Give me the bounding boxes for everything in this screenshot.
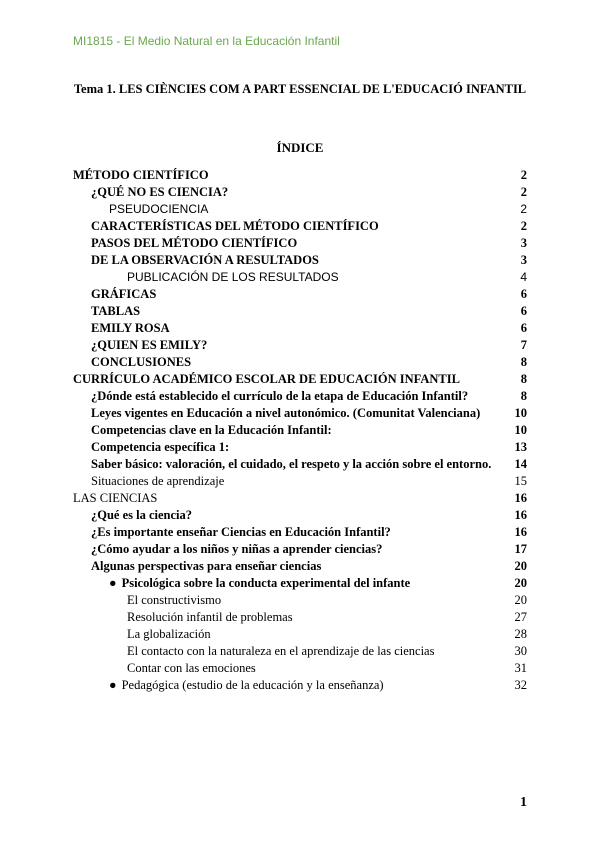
toc-entry-page: 2: [520, 219, 527, 233]
toc-entry[interactable]: [73, 626, 527, 643]
toc-entry[interactable]: [73, 575, 527, 592]
toc-entry-text: Pedagógica (estudio de la educación y la enseñanza): [121, 678, 384, 692]
index-heading: ÍNDICE: [276, 140, 324, 155]
toc-entry[interactable]: [73, 439, 527, 456]
toc-entry[interactable]: [73, 371, 527, 388]
toc-entry-page: 7: [520, 338, 527, 352]
toc-entry-page: 15: [514, 474, 527, 488]
bullet-icon: ●: [109, 678, 117, 692]
toc-entry[interactable]: [73, 490, 527, 507]
toc-entry-page: 8: [520, 355, 527, 369]
toc-entry[interactable]: [73, 677, 527, 694]
toc-entry-label: ¿Dónde está establecido el currículo de la etapa de Educación Infantil?: [91, 389, 469, 403]
toc-entry-label: Competencias clave en la Educación Infantil:: [91, 423, 332, 437]
toc-entry-page: 16: [514, 525, 527, 539]
course-header: MI1815 - El Medio Natural en la Educación Infantil: [73, 34, 340, 48]
toc-entry[interactable]: [73, 405, 527, 422]
toc-entry-page: 16: [514, 491, 527, 505]
toc-entry[interactable]: [73, 592, 527, 609]
page-number: 1: [520, 795, 527, 810]
toc-entry-label: La globalización: [127, 627, 211, 641]
toc-entry-page: 20: [514, 559, 527, 573]
toc-entry[interactable]: [73, 388, 527, 405]
toc-entry-page: 10: [514, 406, 527, 420]
toc-entry-label: PSEUDOCIENCIA: [109, 202, 209, 216]
document-title: Tema 1. LES CIÈNCIES COM A PART ESSENCIAL DE L'EDUCACIÓ INFANTIL: [73, 82, 527, 96]
toc-entry-label: El constructivismo: [127, 593, 222, 607]
toc-entry-label: ¿QUIEN ES EMILY?: [91, 338, 208, 352]
toc-entry-label: PUBLICACIÓN DE LOS RESULTADOS: [127, 270, 339, 284]
toc-entry-page: 6: [520, 287, 527, 301]
toc-entry-label: Situaciones de aprendizaje: [91, 474, 225, 488]
toc-entry-text: Psicológica sobre la conducta experimental del infante: [121, 576, 411, 590]
toc-entry[interactable]: [73, 456, 527, 473]
toc-entry-label: DE LA OBSERVACIÓN A RESULTADOS: [91, 253, 319, 267]
toc-entry-page: 2: [520, 168, 527, 182]
toc-entry-page: 8: [520, 389, 527, 403]
toc-entry[interactable]: [73, 337, 527, 354]
toc-entry[interactable]: [73, 184, 527, 201]
table-of-contents: [73, 167, 527, 694]
toc-entry-page: 13: [514, 440, 527, 454]
toc-entry-label: MÉTODO CIENTÍFICO: [73, 168, 209, 182]
toc-entry-label: EMILY ROSA: [91, 321, 170, 335]
toc-entry[interactable]: [73, 643, 527, 660]
toc-entry[interactable]: [73, 354, 527, 371]
toc-entry-label: Resolución infantil de problemas: [127, 610, 293, 624]
toc-entry[interactable]: [73, 235, 527, 252]
toc-entry-page: 32: [514, 678, 527, 692]
toc-entry-page: 17: [514, 542, 527, 556]
toc-entry-label: ¿QUÉ NO ES CIENCIA?: [91, 185, 229, 199]
toc-entry[interactable]: [73, 473, 527, 490]
toc-entry-page: 2: [520, 185, 527, 199]
toc-entry-page: 8: [520, 372, 527, 386]
toc-entry-label: CONCLUSIONES: [91, 355, 192, 369]
toc-entry-page: 14: [514, 457, 527, 471]
toc-entry[interactable]: [73, 167, 527, 184]
toc-entry-label: Competencia específica 1:: [91, 440, 230, 454]
toc-entry[interactable]: [73, 269, 527, 286]
toc-entry-label: [109, 575, 511, 592]
bullet-icon: ●: [109, 576, 117, 590]
toc-entry-label: PASOS DEL MÉTODO CIENTÍFICO: [91, 236, 298, 250]
toc-entry[interactable]: [73, 507, 527, 524]
toc-entry-label: El contacto con la naturaleza en el aprendizaje de las ciencias: [127, 644, 435, 658]
toc-entry[interactable]: [73, 286, 527, 303]
toc-entry[interactable]: [73, 609, 527, 626]
toc-entry-label: Saber básico: valoración, el cuidado, el respeto y la acción sobre el entorno.: [91, 457, 492, 471]
toc-entry-page: 20: [514, 593, 527, 607]
toc-entry-page: 6: [520, 321, 527, 335]
toc-entry-label: GRÁFICAS: [91, 287, 157, 301]
toc-entry[interactable]: [73, 201, 527, 218]
toc-entry-label: LAS CIENCIAS: [73, 491, 158, 505]
toc-entry[interactable]: [73, 422, 527, 439]
toc-entry-label: [109, 677, 511, 694]
toc-entry[interactable]: [73, 320, 527, 337]
toc-entry-page: 28: [514, 627, 527, 641]
toc-entry[interactable]: [73, 218, 527, 235]
toc-entry-label: TABLAS: [91, 304, 141, 318]
toc-entry-label: Contar con las emociones: [127, 661, 256, 675]
toc-entry-label: ¿Qué es la ciencia?: [91, 508, 193, 522]
toc-entry-label: Algunas perspectivas para enseñar ciencias: [91, 559, 322, 573]
toc-entry-page: 10: [514, 423, 527, 437]
toc-entry-label: ¿Es importante enseñar Ciencias en Educación Infantil?: [91, 525, 391, 539]
toc-entry-page: 3: [520, 253, 527, 267]
toc-entry[interactable]: [73, 541, 527, 558]
toc-entry-label: CURRÍCULO ACADÉMICO ESCOLAR DE EDUCACIÓN INFANTIL: [73, 372, 460, 386]
toc-entry-page: 20: [514, 576, 527, 590]
toc-entry[interactable]: [73, 558, 527, 575]
toc-entry-page: 31: [514, 661, 527, 675]
toc-entry[interactable]: [73, 660, 527, 677]
toc-entry-page: 27: [514, 610, 527, 624]
toc-entry-label: ¿Cómo ayudar a los niños y niñas a aprender ciencias?: [91, 542, 383, 556]
toc-entry-page: 4: [520, 270, 527, 284]
toc-entry-page: 6: [520, 304, 527, 318]
toc-entry-page: 2: [520, 202, 527, 216]
toc-entry-page: 30: [514, 644, 527, 658]
toc-entry-page: 16: [514, 508, 527, 522]
toc-entry-page: 3: [520, 236, 527, 250]
toc-entry[interactable]: [73, 252, 527, 269]
toc-entry[interactable]: [73, 303, 527, 320]
toc-entry[interactable]: [73, 524, 527, 541]
toc-entry-label: Leyes vigentes en Educación a nivel autonómico. (Comunitat Valenciana): [91, 406, 481, 420]
toc-entry-label: CARACTERÍSTICAS DEL MÉTODO CIENTÍFICO: [91, 219, 379, 233]
